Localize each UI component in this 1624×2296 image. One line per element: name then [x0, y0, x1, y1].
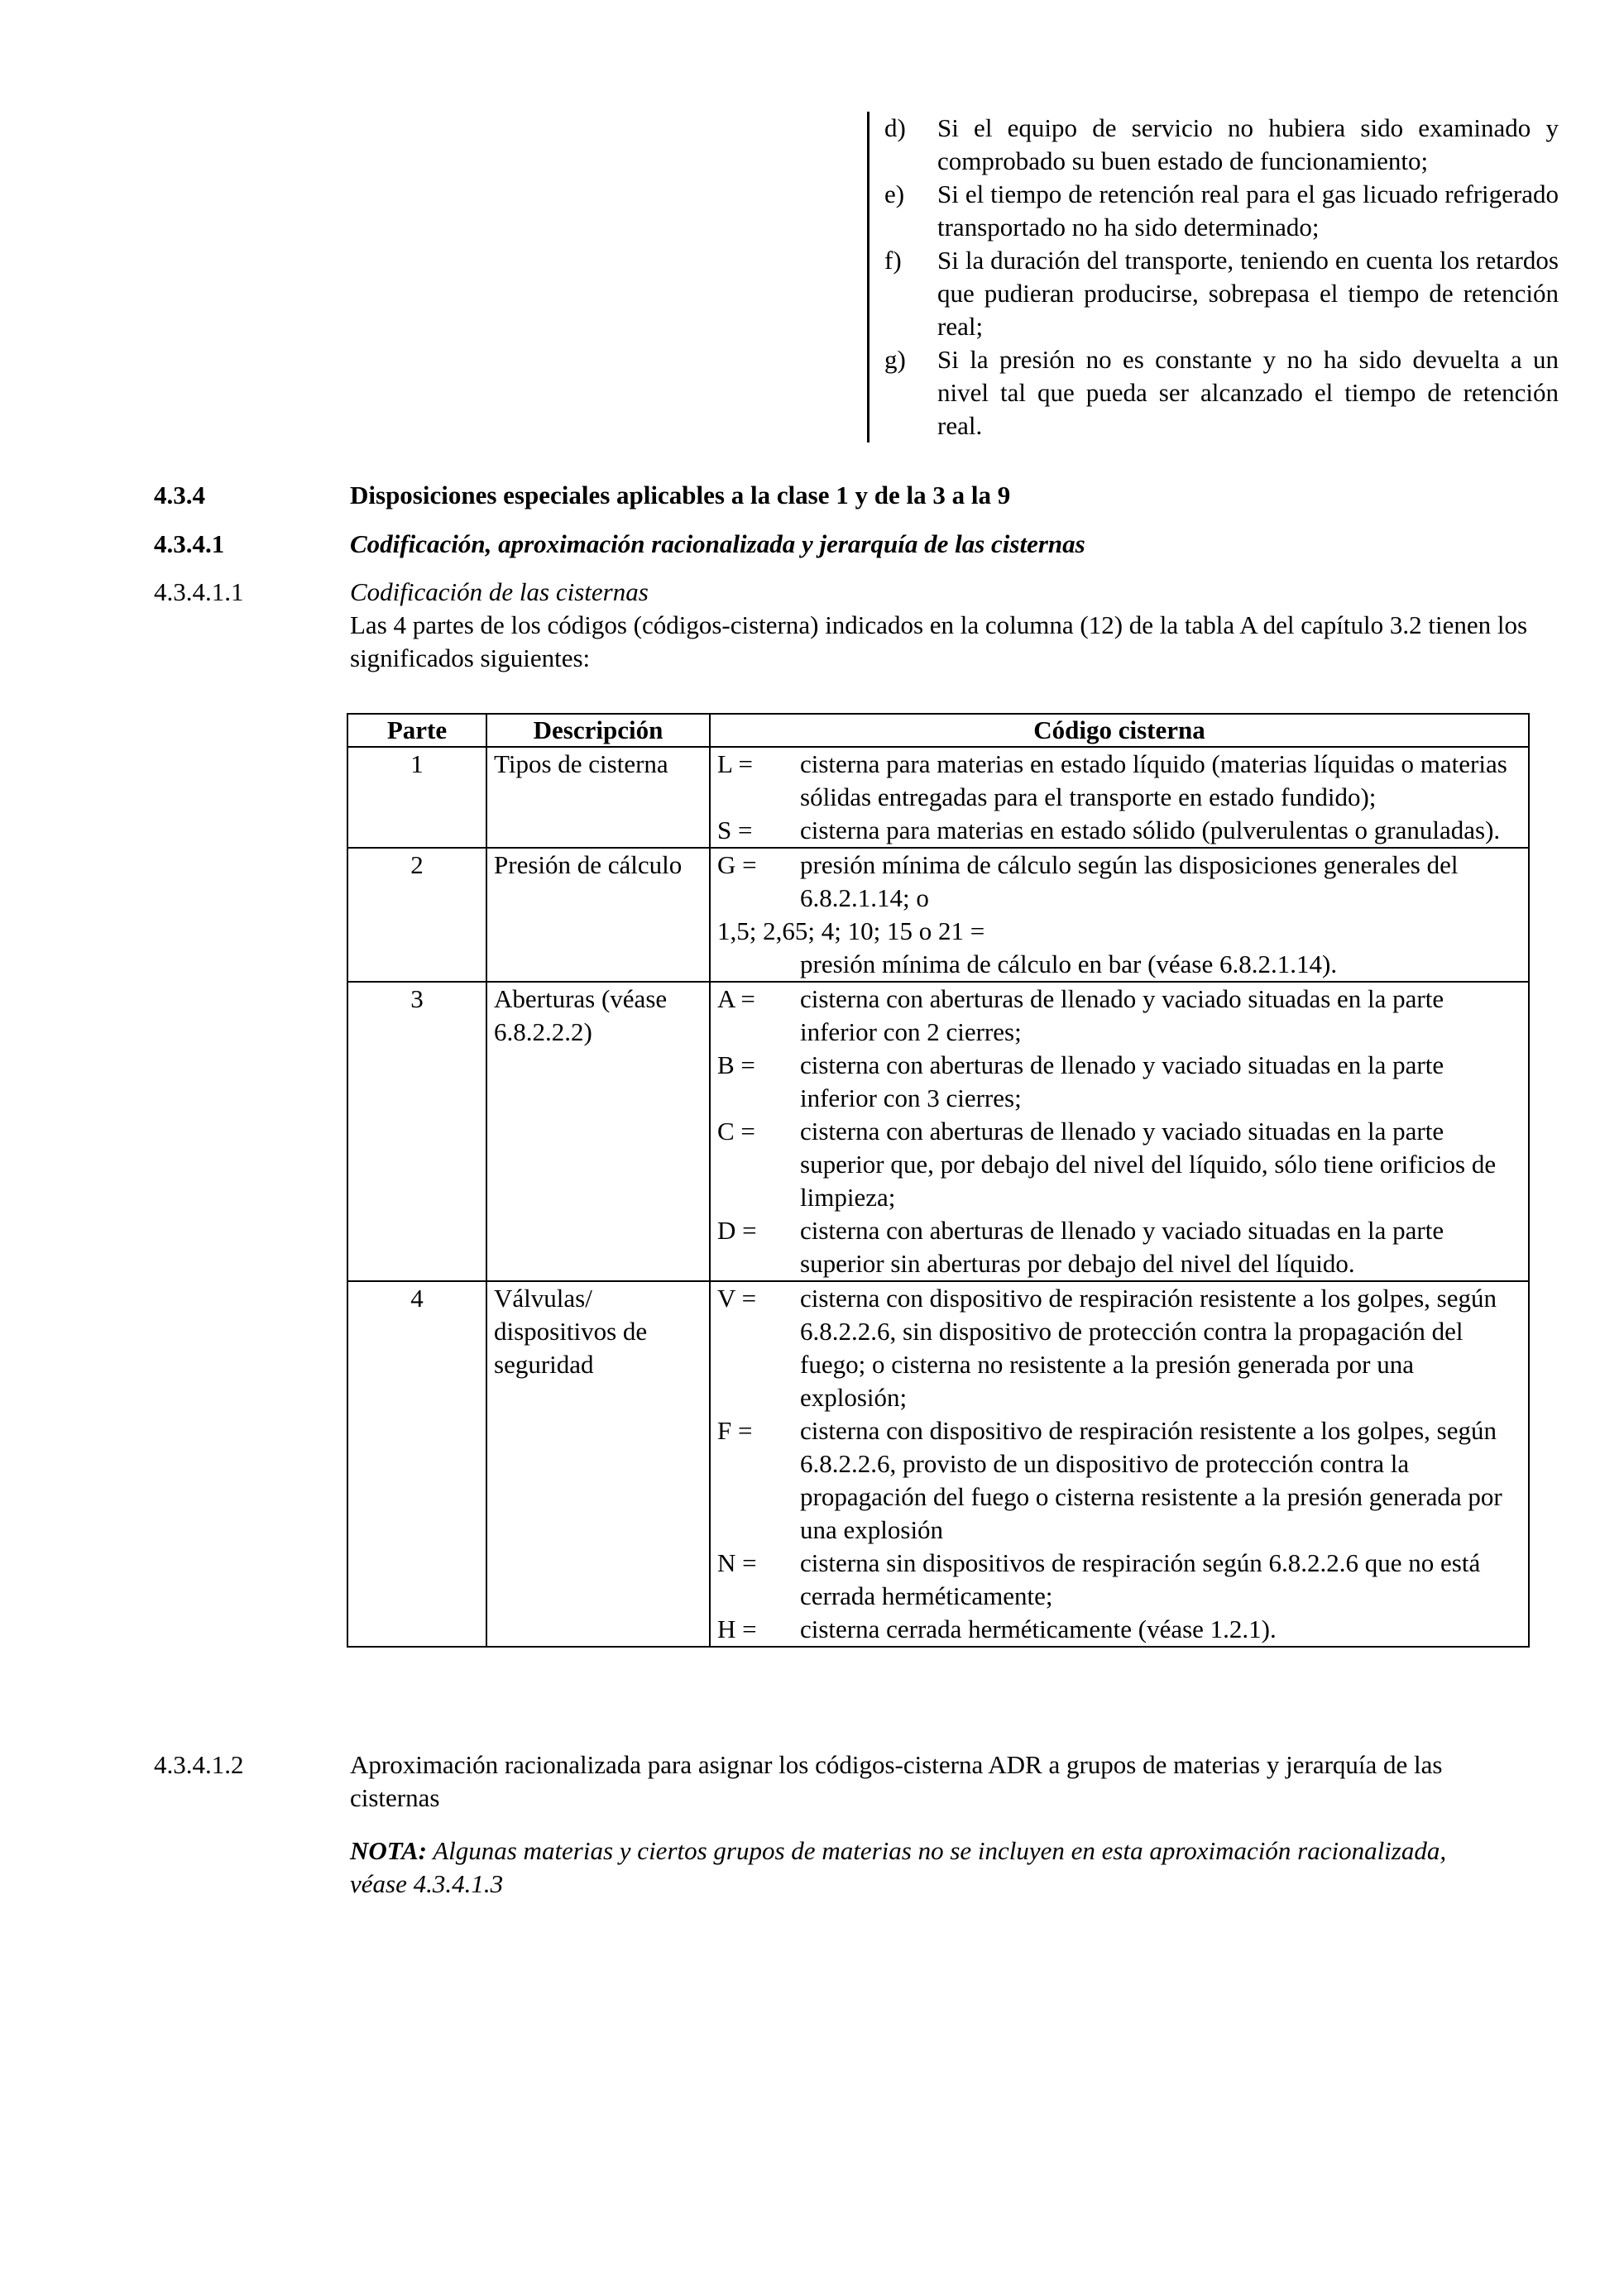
- code-entry: [717, 1282, 1521, 1414]
- table-row: [347, 747, 1529, 848]
- list-item: [884, 112, 1559, 178]
- subsection-number: 4.3.4.1: [154, 529, 225, 558]
- paragraph-text: Aproximación racionalizada para asignar los códigos-cisterna ADR a grupos de materias y jerarquía de las cisternas: [350, 1750, 1443, 1812]
- table-row: [347, 982, 1529, 1281]
- list-item-text: Si la duración del transporte, teniendo en cuenta los retardos que pudieran producirse, sobrepasa el tiempo de retención real;: [937, 246, 1559, 341]
- cell-codes: [710, 848, 1529, 982]
- code-entry: [717, 849, 1521, 915]
- code-entry: [717, 1214, 1521, 1280]
- paragraph-number: 4.3.4.1.2: [154, 1750, 244, 1779]
- cell-description: Válvulas/ dispositivos de seguridad: [486, 1281, 710, 1647]
- cell-codes: [710, 1281, 1529, 1647]
- cell-part: 4: [347, 1281, 486, 1647]
- code-text: presión mínima de cálculo en bar (véase 6.8.2.1.14).: [800, 949, 1338, 978]
- code-entry: [717, 915, 1521, 981]
- code-entry: [717, 1414, 1521, 1547]
- code-key: 1,5; 2,65; 4; 10; 15 o 21 =: [717, 916, 985, 945]
- code-text: cisterna con aberturas de llenado y vaciado situadas en la parte inferior con 2 cierres;: [800, 984, 1444, 1046]
- cell-codes: [710, 982, 1529, 1281]
- code-entry: [717, 1613, 1521, 1646]
- code-key: N =: [717, 1548, 757, 1577]
- code-entry: [717, 983, 1521, 1049]
- list-item: [884, 343, 1559, 442]
- header-description: Descripción: [486, 714, 710, 747]
- list-item: [884, 178, 1559, 244]
- code-key: C =: [717, 1117, 755, 1146]
- list-item-text: Si el equipo de servicio no hubiera sido examinado y comprobado su buen estado de funcionamiento;: [937, 113, 1559, 175]
- list-item-text: Si la presión no es constante y no ha sido devuelta a un nivel tal que pueda ser alcanzado el tiempo de retención real.: [937, 345, 1559, 440]
- code-text: cisterna sin dispositivos de respiración según 6.8.2.2.6 que no está cerrada herméticamente;: [800, 1548, 1481, 1610]
- table-header-row: [347, 714, 1529, 747]
- cell-description: Tipos de cisterna: [486, 747, 710, 848]
- paragraph-title: Codificación de las cisternas: [350, 577, 649, 606]
- note-label: NOTA:: [350, 1836, 427, 1865]
- header-tank-code: Código cisterna: [710, 714, 1529, 747]
- code-text: cisterna cerrada herméticamente (véase 1.2.1).: [800, 1614, 1277, 1643]
- cell-part: 2: [347, 848, 486, 982]
- list-item-letter: e): [884, 179, 905, 208]
- code-key: G =: [717, 850, 757, 879]
- cell-codes: [710, 747, 1529, 848]
- code-entry: [717, 1049, 1521, 1115]
- cell-description: Presión de cálculo: [486, 848, 710, 982]
- cell-part: 1: [347, 747, 486, 848]
- code-text: cisterna con aberturas de llenado y vaciado situadas en la parte superior sin aberturas por debajo del nivel del líquido.: [800, 1216, 1444, 1278]
- continuation-list: [867, 112, 1559, 442]
- code-text: presión mínima de cálculo según las disposiciones generales del 6.8.2.1.14; o: [800, 850, 1459, 912]
- list-item-letter: d): [884, 113, 906, 142]
- code-key: B =: [717, 1050, 755, 1079]
- list-item: [884, 244, 1559, 343]
- code-entry: [717, 814, 1521, 847]
- paragraph-number: 4.3.4.1.1: [154, 577, 244, 606]
- tank-code-table: [347, 713, 1530, 1648]
- table-row: [347, 848, 1529, 982]
- section-title: Disposiciones especiales aplicables a la clase 1 y de la 3 a la 9: [350, 481, 1011, 509]
- paragraph-text: Las 4 partes de los códigos (códigos-cisterna) indicados en la columna (12) de la tabla A del capítulo 3.2 tienen los significados siguientes:: [350, 610, 1528, 672]
- list-item-text: Si el tiempo de retención real para el gas licuado refrigerado transportado no ha sido determinado;: [937, 179, 1559, 242]
- code-key: V =: [717, 1284, 757, 1313]
- list-item-letter: g): [884, 345, 906, 374]
- code-entry: [717, 748, 1521, 814]
- code-key: S =: [717, 816, 753, 844]
- code-key: H =: [717, 1614, 757, 1643]
- code-text: cisterna con dispositivo de respiración resistente a los golpes, según 6.8.2.2.6, sin dispositivo de protección contra la propagación del fuego; o cisterna no resistente a la presión generada por una explosión;: [800, 1284, 1497, 1412]
- note-text: Algunas materias y ciertos grupos de materias no se incluyen en esta aproximación racionalizada, véase 4.3.4.1.3: [350, 1836, 1447, 1898]
- code-text: cisterna con dispositivo de respiración resistente a los golpes, según 6.8.2.2.6, provisto de un dispositivo de protección contra la propagación del fuego o cisterna resistente a la presión generada por una explosión: [800, 1416, 1502, 1544]
- cell-part: 3: [347, 982, 486, 1281]
- code-entry: [717, 1115, 1521, 1214]
- table-row: [347, 1281, 1529, 1647]
- code-key: A =: [717, 984, 755, 1013]
- code-text: cisterna para materias en estado sólido (pulverulentas o granuladas).: [800, 816, 1501, 844]
- code-text: cisterna con aberturas de llenado y vaciado situadas en la parte superior que, por debajo del nivel del líquido, sólo tiene orificios de limpieza;: [800, 1117, 1497, 1212]
- list-item-letter: f): [884, 246, 902, 275]
- code-key: L =: [717, 749, 754, 778]
- code-key: D =: [717, 1216, 757, 1245]
- code-key: F =: [717, 1416, 753, 1445]
- cell-description: Aberturas (véase 6.8.2.2.2): [486, 982, 710, 1281]
- code-text: cisterna con aberturas de llenado y vaciado situadas en la parte inferior con 3 cierres;: [800, 1050, 1444, 1112]
- header-part: Parte: [347, 714, 486, 747]
- note: [350, 1834, 1508, 1901]
- section-number: 4.3.4: [154, 481, 205, 509]
- code-text: cisterna para materias en estado líquido (materias líquidas o materias sólidas entregadas para el transporte en estado fundido);: [800, 749, 1507, 811]
- subsection-title: Codificación, aproximación racionalizada y jerarquía de las cisternas: [350, 529, 1085, 558]
- code-entry: [717, 1547, 1521, 1613]
